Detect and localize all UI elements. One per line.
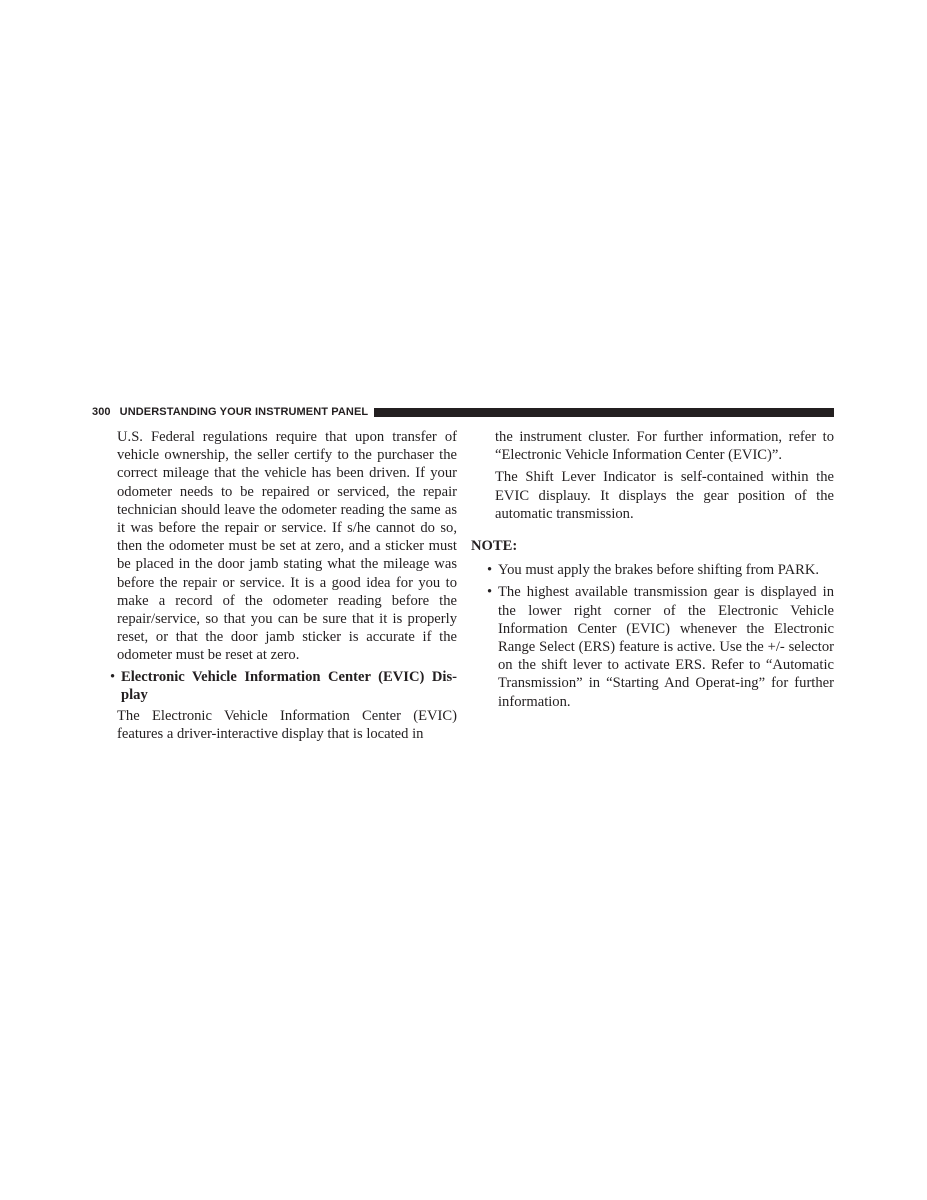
evic-heading-text: Electronic Vehicle Information Center (EVIC) Dis-play [121,668,457,703]
left-column [110,428,457,743]
note-item-text: The highest available transmission gear is displayed in the lower right corner of the Electronic Vehicle Information Center (EVIC) whenever the Electronic Range Select (ERS) feature is active. Use the +/- selector on the shift lever to activate ERS. Refer to “Automatic Transmission” in “Starting And Operat-ing” for further information. [498,584,834,710]
odometer-paragraph: U.S. Federal regulations require that upon transfer of vehicle ownership, the seller certify to the purchaser the correct mileage that the vehicle has been driven. If your odometer needs to be repaired or serviced, the repair technician should leave the odometer reading the same as it was before the repair or service. If s/he cannot do so, then the odometer must be set at zero, and a sticker must be placed in the door jamb stating what the mileage was before the repair or service. It is a good idea for you to make a record of the odometer reading before the repair/service, so that you can be sure that it is properly reset, or that the door jamb sticker is accurate if the odometer must be reset at zero. [117,429,457,664]
shift-lever-paragraph: The Shift Lever Indicator is self-contained within the EVIC displauy. It displays the gear position of the automatic transmission. [495,469,834,522]
note-item-text: You must apply the brakes before shifting from PARK. [498,562,820,579]
bullet-icon: • [487,584,493,601]
bullet-icon: • [110,668,116,685]
page-header [92,405,834,419]
cluster-paragraph: the instrument cluster. For further information, refer to “Electronic Vehicle Information Center (EVIC)”. [495,429,834,464]
note-item [471,583,834,710]
evic-bullet-heading [110,668,457,704]
bullet-icon: • [487,562,493,579]
evic-paragraph: The Electronic Vehicle Information Center (EVIC) features a driver-interactive display that is located in [117,708,457,743]
note-label: NOTE: [471,538,518,555]
section-title: UNDERSTANDING YOUR INSTRUMENT PANEL [119,406,369,418]
header-rule [374,408,834,417]
note-item [471,561,834,579]
page-number: 300 [92,406,111,418]
right-column [471,428,834,711]
